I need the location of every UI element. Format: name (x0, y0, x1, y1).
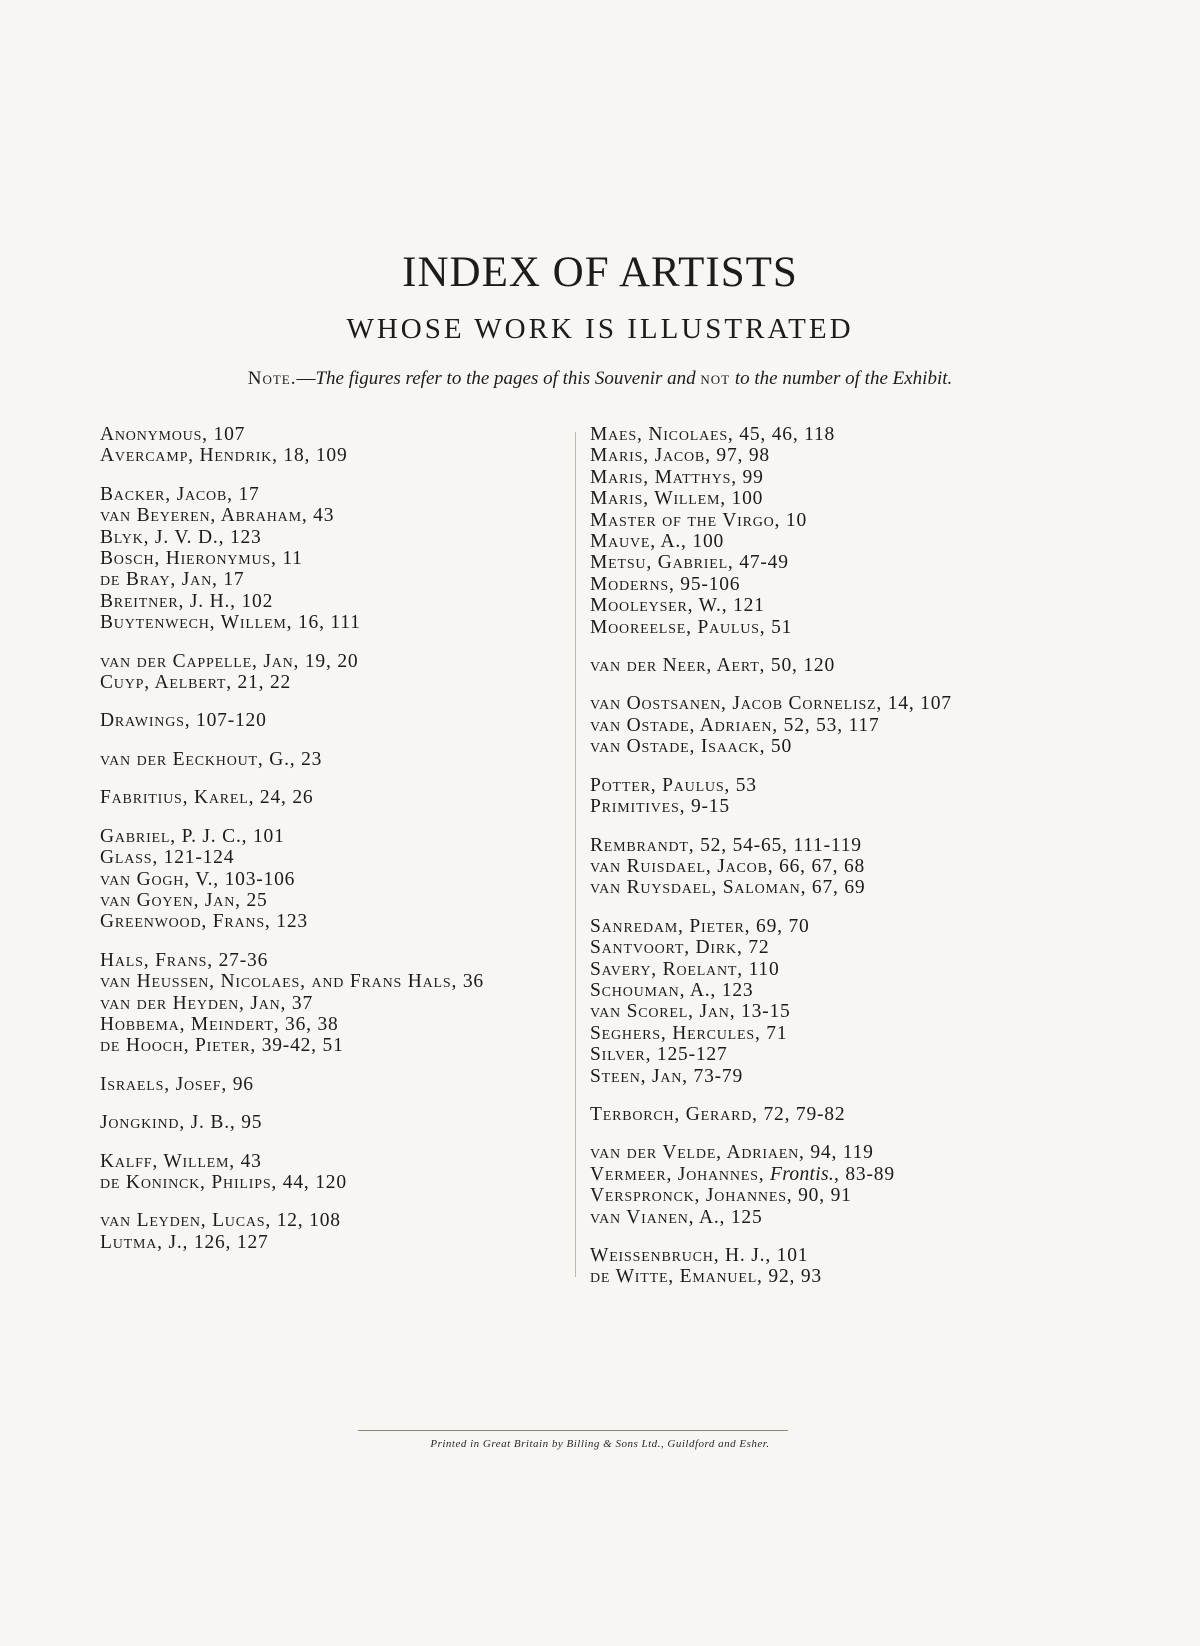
entry-text: Savery, Roelant, 110 (590, 958, 780, 980)
entry-text: Weissenbruch, H. J., 101 (590, 1245, 809, 1266)
entry-text: Verspronck, Johannes, 90, 91 (590, 1185, 852, 1207)
index-letter-group (100, 651, 570, 694)
index-entry (100, 993, 570, 1014)
index-letter-group (590, 1245, 1030, 1288)
index-entry (590, 488, 1030, 509)
entry-text: Drawings, 107-120 (100, 710, 267, 732)
index-letter-group (590, 916, 1030, 1087)
note-text-2: to the number of the Exhibit. (730, 368, 953, 389)
index-entry (100, 1172, 570, 1193)
index-entry (590, 595, 1030, 616)
entry-text: Jongkind, J. B., 95 (100, 1112, 263, 1134)
entry-text: van Beyeren, Abraham, 43 (100, 505, 335, 527)
index-entry (590, 574, 1030, 595)
index-letter-group (100, 1151, 570, 1194)
entry-text: Vermeer, Johannes, (590, 1163, 771, 1185)
entry-text: Steen, Jan, 73-79 (590, 1065, 744, 1087)
entry-text: van Oostsanen, Jacob Cornelisz, 14, 107 (590, 693, 952, 715)
left-column (100, 424, 570, 1270)
entry-text: Terborch, Gerard, 72, 79-82 (590, 1103, 846, 1125)
index-entry (100, 971, 570, 992)
index-entry (590, 1001, 1030, 1022)
entry-text: Master of the Virgo, 10 (590, 509, 808, 531)
entry-text: Breitner, J. H., 102 (100, 590, 274, 612)
entry-text: Greenwood, Frans, 123 (100, 911, 308, 933)
index-entry (590, 693, 1030, 714)
entry-text: Kalff, Willem, 43 (100, 1150, 262, 1172)
entry-text: Mooreelse, Paulus, 51 (590, 616, 793, 638)
index-letter-group (590, 693, 1030, 757)
entry-italic: Frontis. (770, 1163, 835, 1185)
entry-text: Fabritius, Karel, 24, 26 (100, 787, 314, 809)
entry-text: van Gogh, V., 103-106 (100, 868, 296, 890)
entry-text: van Ruisdael, Jacob, 66, 67, 68 (590, 855, 866, 877)
index-entry (590, 835, 1030, 856)
entry-text: Israels, Josef, 96 (100, 1073, 254, 1095)
entry-text: Potter, Paulus, 53 (590, 774, 757, 796)
entry-text: van der Cappelle, Jan, 19, 20 (100, 650, 359, 672)
entry-text: Silver, 125-127 (590, 1044, 728, 1066)
index-entry (590, 1142, 1030, 1163)
entry-text: van der Eeckhout, G., 23 (100, 748, 323, 770)
printer-imprint: Printed in Great Britain by Billing & Sons Ltd., Guildford and Esher. (430, 1438, 770, 1450)
index-entry (590, 617, 1030, 638)
entry-text: van Ruysdael, Saloman, 67, 69 (590, 877, 866, 899)
index-letter-group (100, 1210, 570, 1253)
footer-rule (358, 1430, 788, 1431)
right-column (590, 424, 1030, 1305)
index-entry (100, 484, 570, 505)
index-entry (100, 1014, 570, 1035)
index-entry (100, 1210, 570, 1231)
entry-text: Sanredam, Pieter, 69, 70 (590, 915, 810, 937)
entry-text: Santvoort, Dirk, 72 (590, 937, 770, 959)
index-entry (590, 796, 1030, 817)
note-dash: — (296, 368, 316, 389)
index-entry (590, 715, 1030, 736)
index-entry (590, 552, 1030, 573)
note-label: Note. (247, 368, 297, 389)
entry-text: van Vianen, A., 125 (590, 1206, 763, 1228)
index-entry (590, 1044, 1030, 1065)
index-entry (590, 980, 1030, 1001)
index-entry (100, 591, 570, 612)
entry-text: Primitives, 9-15 (590, 796, 730, 818)
entry-text: Lutma, J., 126, 127 (100, 1231, 269, 1253)
index-letter-group (100, 484, 570, 634)
column-divider (575, 432, 576, 1277)
entry-text: Glass, 121-124 (100, 847, 235, 869)
note-line (0, 368, 1200, 390)
index-entry (100, 787, 570, 808)
entry-text: de Hooch, Pieter, 39-42, 51 (100, 1035, 344, 1057)
index-letter-group (590, 775, 1030, 818)
index-entry (590, 916, 1030, 937)
entry-text: Gabriel, P. J. C., 101 (100, 825, 285, 847)
entry-text: Maris, Willem, 100 (590, 488, 764, 510)
page-subtitle: WHOSE WORK IS ILLUSTRATED (346, 313, 854, 345)
index-entry (100, 1151, 570, 1172)
index-entry (590, 1207, 1030, 1228)
index-entry (100, 826, 570, 847)
index-entry (590, 1023, 1030, 1044)
index-entry (100, 1232, 570, 1253)
index-entry (590, 736, 1030, 757)
entry-text: Maris, Jacob, 97, 98 (590, 445, 770, 467)
entry-text: Bosch, Hieronymus, 11 (100, 548, 303, 570)
index-letter-group (100, 950, 570, 1057)
entry-text: de Witte, Emanuel, 92, 93 (590, 1266, 822, 1288)
index-letter-group (100, 424, 570, 467)
index-letter-group (590, 1142, 1030, 1228)
index-entry (100, 651, 570, 672)
index-entry (590, 424, 1030, 445)
index-entry (100, 612, 570, 633)
index-entry (100, 710, 570, 731)
index-letter-group (100, 1074, 570, 1095)
index-entry (100, 445, 570, 466)
index-entry (100, 869, 570, 890)
index-entry (590, 877, 1030, 898)
entry-text: van der Heyden, Jan, 37 (100, 992, 314, 1014)
entry-text: Backer, Jacob, 17 (100, 483, 260, 505)
index-entry (100, 672, 570, 693)
note-not-word: not (700, 368, 731, 389)
index-entry (590, 510, 1030, 531)
entry-text: Hals, Frans, 27-36 (100, 949, 269, 971)
index-entry (100, 505, 570, 526)
entry-text: Blyk, J. V. D., 123 (100, 526, 262, 548)
entry-text: van Goyen, Jan, 25 (100, 889, 268, 911)
entry-text: Maris, Matthys, 99 (590, 466, 764, 488)
entry-text: Seghers, Hercules, 71 (590, 1022, 788, 1044)
entry-text: Maes, Nicolaes, 45, 46, 118 (590, 424, 836, 445)
entry-text: de Bray, Jan, 17 (100, 569, 245, 591)
entry-text: van Ostade, Isaack, 50 (590, 736, 793, 758)
index-entry (100, 847, 570, 868)
index-letter-group (590, 424, 1030, 638)
index-letter-group (100, 787, 570, 808)
index-entry (100, 1112, 570, 1133)
index-letter-group (100, 710, 570, 731)
index-entry (100, 890, 570, 911)
entry-text: Mauve, A., 100 (590, 531, 725, 553)
index-entry (100, 548, 570, 569)
entry-text: van Heussen, Nicolaes, and Frans Hals, 36 (100, 971, 484, 993)
entry-text: Metsu, Gabriel, 47-49 (590, 552, 789, 574)
entry-text: Rembrandt, 52, 54-65, 111-119 (590, 834, 862, 856)
entry-text: van der Neer, Aert, 50, 120 (590, 655, 836, 677)
index-entry (100, 569, 570, 590)
index-entry (590, 655, 1030, 676)
index-letter-group (100, 1112, 570, 1133)
index-letter-group (100, 826, 570, 933)
entry-text: van Ostade, Adriaen, 52, 53, 117 (590, 714, 880, 736)
entry-text: Moderns, 95-106 (590, 573, 741, 595)
index-entry (100, 950, 570, 971)
index-entry (100, 424, 570, 445)
index-entry (590, 1104, 1030, 1125)
index-entry (590, 856, 1030, 877)
index-entry (590, 1164, 1030, 1185)
index-letter-group (590, 655, 1030, 676)
index-entry (590, 775, 1030, 796)
entry-text: Mooleyser, W., 121 (590, 595, 765, 617)
entry-pages: , 83-89 (834, 1163, 895, 1185)
entry-text: Schouman, A., 123 (590, 979, 754, 1001)
index-letter-group (590, 835, 1030, 899)
index-entry (590, 467, 1030, 488)
entry-text: de Koninck, Philips, 44, 120 (100, 1171, 347, 1193)
entry-text: Anonymous, 107 (100, 424, 246, 445)
index-entry (590, 1266, 1030, 1287)
index-entry (590, 937, 1030, 958)
entry-text: Buytenwech, Willem, 16, 111 (100, 612, 361, 634)
entry-text: van Leyden, Lucas, 12, 108 (100, 1210, 341, 1232)
index-entry (590, 531, 1030, 552)
index-entry (100, 527, 570, 548)
note-text-1: The figures refer to the pages of this Souvenir and (315, 368, 701, 389)
index-entry (590, 959, 1030, 980)
index-entry (100, 749, 570, 770)
entry-text: Hobbema, Meindert, 36, 38 (100, 1013, 339, 1035)
index-entry (100, 1074, 570, 1095)
index-letter-group (590, 1104, 1030, 1125)
index-entry (590, 1185, 1030, 1206)
page-title: INDEX OF ARTISTS (402, 249, 798, 296)
index-entry (590, 1245, 1030, 1266)
entry-text: van Scorel, Jan, 13-15 (590, 1001, 791, 1023)
index-entry (590, 445, 1030, 466)
index-entry (590, 1066, 1030, 1087)
entry-text: Avercamp, Hendrik, 18, 109 (100, 445, 348, 467)
index-letter-group (100, 749, 570, 770)
entry-text: van der Velde, Adriaen, 94, 119 (590, 1142, 874, 1164)
index-entry (100, 1035, 570, 1056)
index-entry (100, 911, 570, 932)
entry-text: Cuyp, Aelbert, 21, 22 (100, 672, 292, 694)
